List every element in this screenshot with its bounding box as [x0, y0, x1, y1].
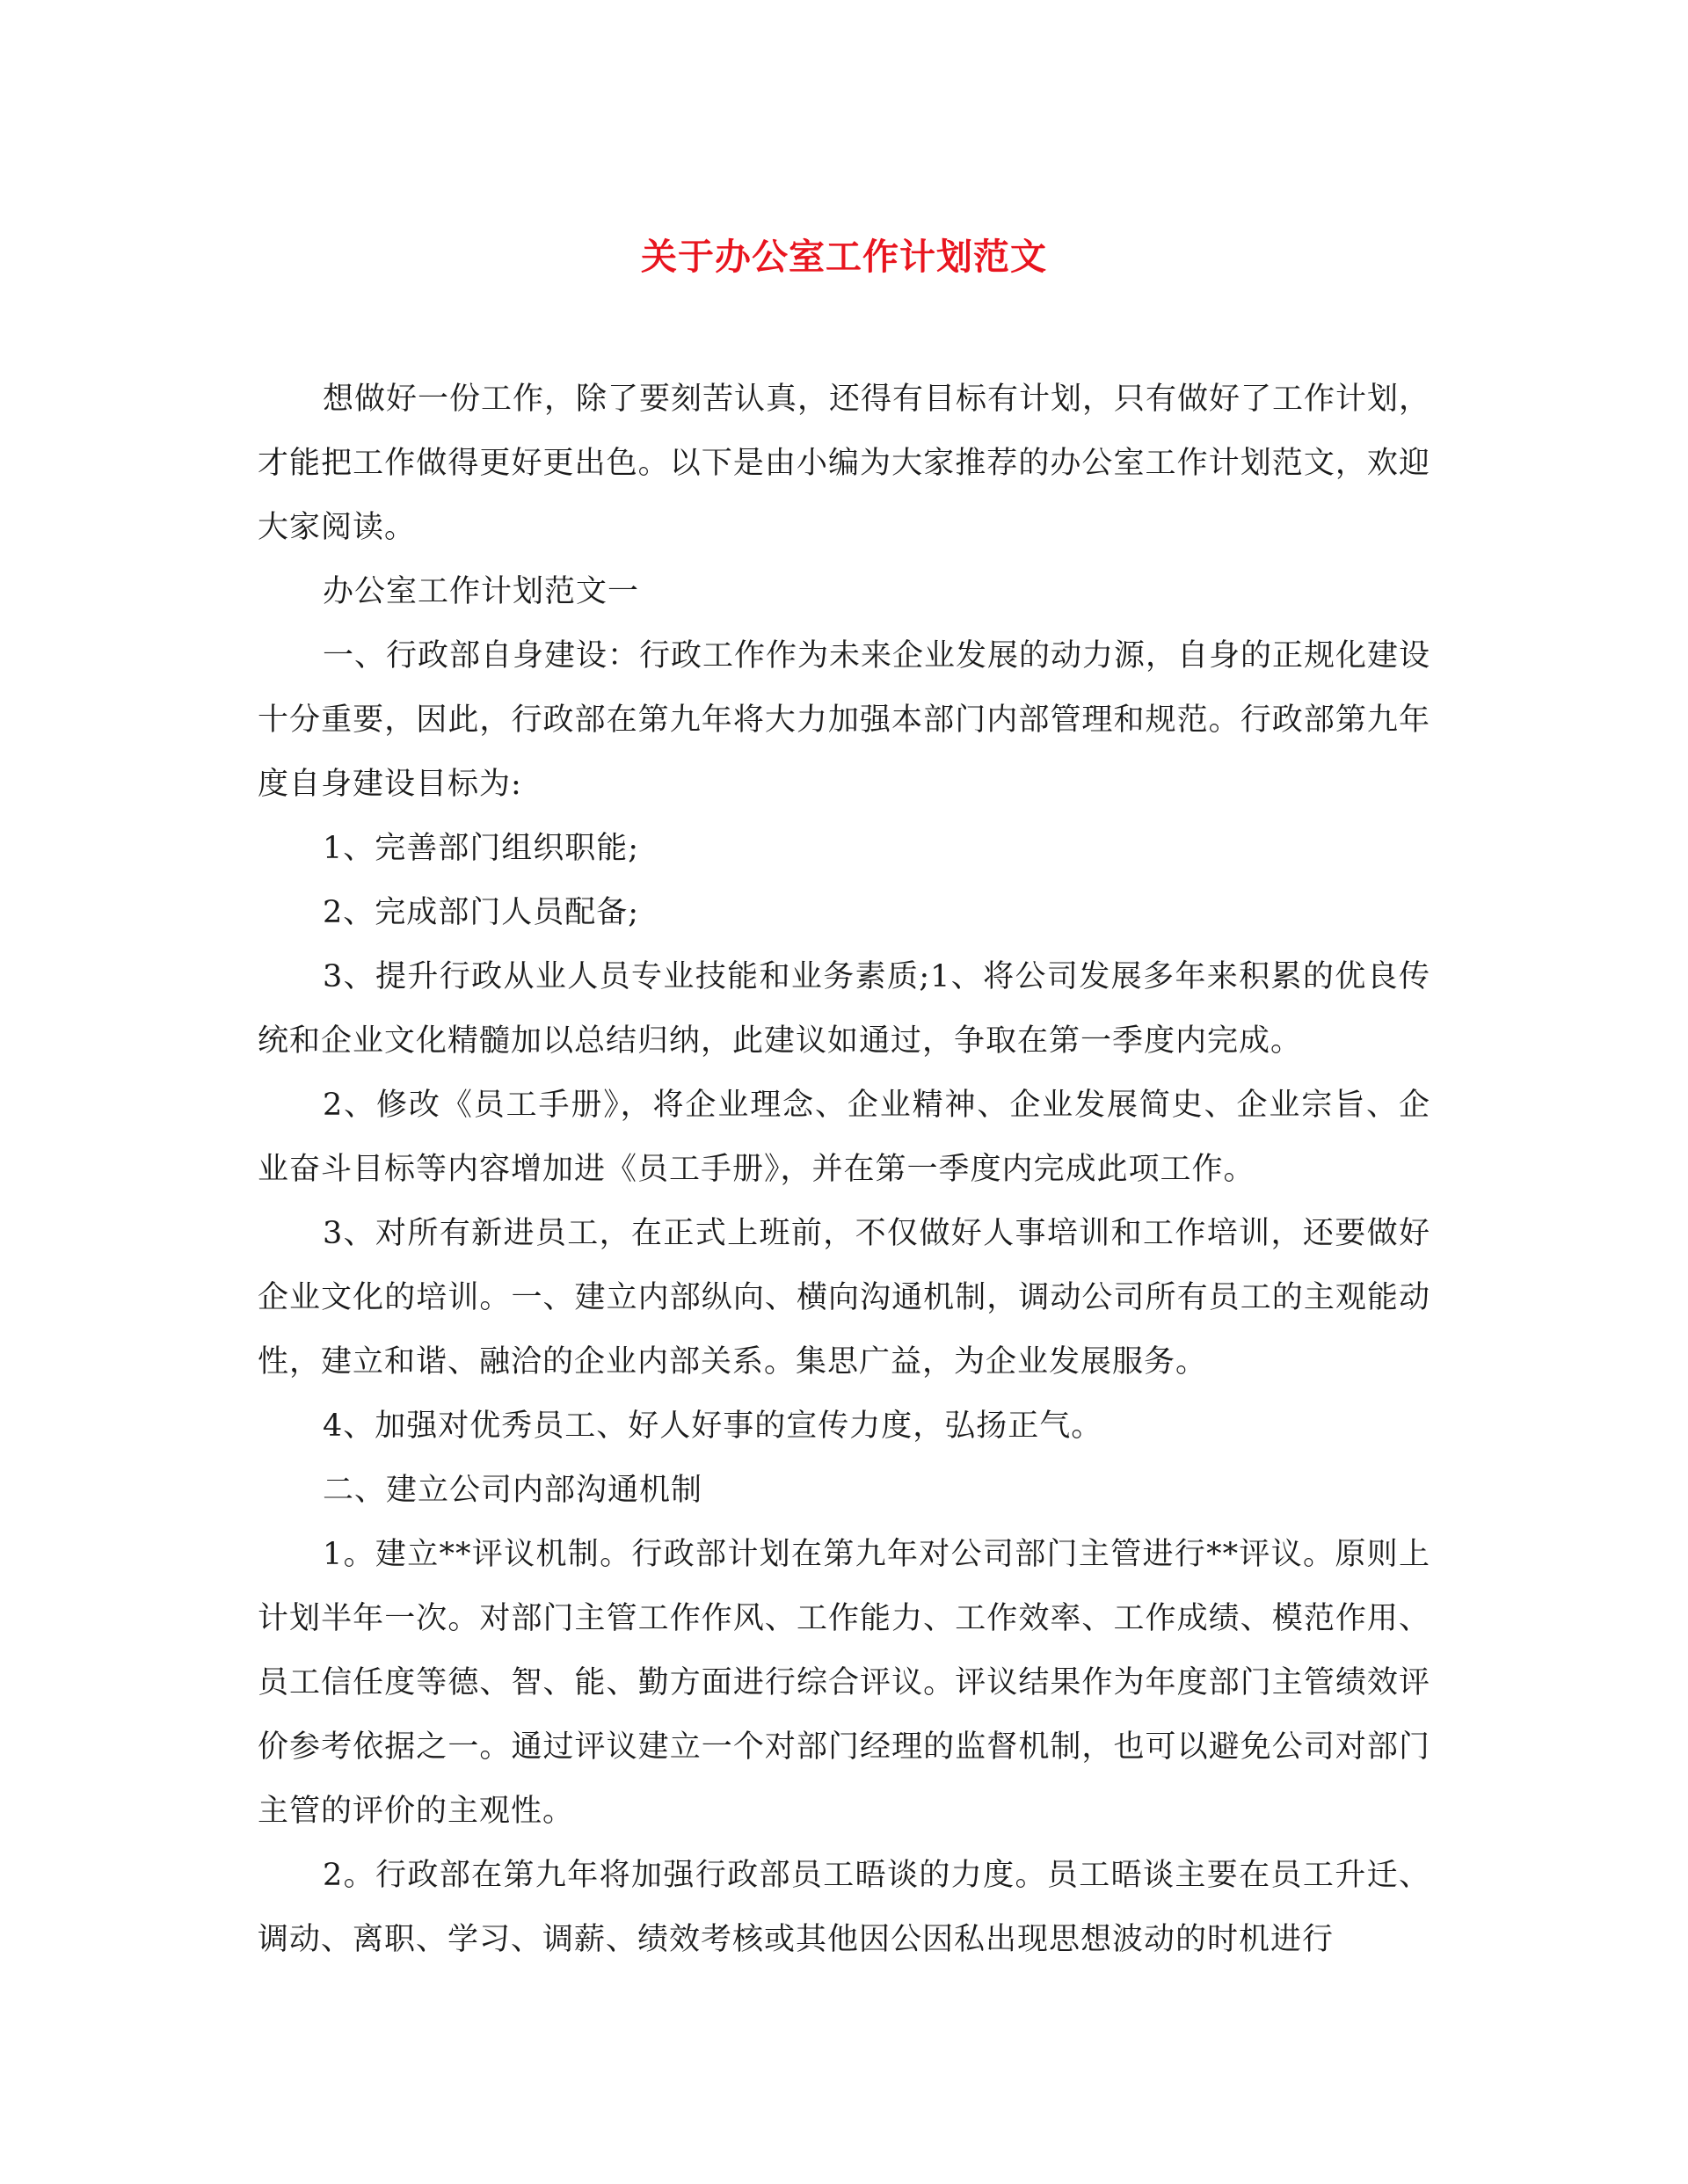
- paragraph-section-heading: 办公室工作计划范文一: [323, 574, 640, 609]
- paragraph-communication-heading: 二、建立公司内部沟通机制: [323, 1473, 703, 1508]
- document-title: 关于办公室工作计划范文: [641, 236, 1047, 278]
- paragraph-self-building: 一、行政部自身建设：行政工作作为未来企业发展的动力源，自身的正规化建设十分重要，因此，行政部在第九年将大力加强本部门内部管理和规范。行政部第九年度自身建设目标为:: [258, 638, 1431, 802]
- paragraph-handbook: 2、修改《员工手册》，将企业理念、企业精神、企业发展简史、企业宗旨、企业奋斗目标等内容增加进《员工手册》，并在第一季度内完成此项工作。: [258, 1088, 1430, 1187]
- paragraph-evaluation: 1。建立**评议机制。行政部计划在第九年对公司部门主管进行**评议。原则上计划半年一次。对部门主管工作作风、工作能力、工作效率、工作成绩、模范作用、员工信任度等德、智、能、勤方面进行综合评议。评议结果作为年度部门主管绩效评价参考依据之一。通过评议建立一个对部门经理的监督机制，也可以避免公司对部门主管的评价的主观性。: [258, 1537, 1430, 1829]
- paragraph-intro: 想做好一份工作，除了要刻苦认真，还得有目标有计划，只有做好了工作计划，才能把工作做得更好更出色。以下是由小编为大家推荐的办公室工作计划范文，欢迎大家阅读。: [258, 382, 1431, 545]
- document-body: [258, 368, 1430, 1972]
- paragraph-item-1: 1、完善部门组织职能;: [323, 831, 640, 866]
- paragraph-training: 3、对所有新进员工，在正式上班前，不仅做好人事培训和工作培训，还要做好企业文化的培训。一、建立内部纵向、横向沟通机制，调动公司所有员工的主观能动性，建立和谐、融洽的企业内部关系。集思广益，为企业发展服务。: [258, 1216, 1430, 1380]
- paragraph-item-2: 2、完成部门人员配备;: [323, 895, 640, 930]
- paragraph-interviews: 2。行政部在第九年将加强行政部员工晤谈的力度。员工晤谈主要在员工升迁、调动、离职、学习、调薪、绩效考核或其他因公因私出现思想波动的时机进行: [258, 1858, 1430, 1957]
- paragraph-publicity: 4、加强对优秀员工、好人好事的宣传力度，弘扬正气。: [323, 1409, 1103, 1444]
- paragraph-item-3: 3、提升行政从业人员专业技能和业务素质;1、将公司发展多年来积累的优良传统和企业文化精髓加以总结归纳，此建议如通过，争取在第一季度内完成。: [258, 959, 1430, 1059]
